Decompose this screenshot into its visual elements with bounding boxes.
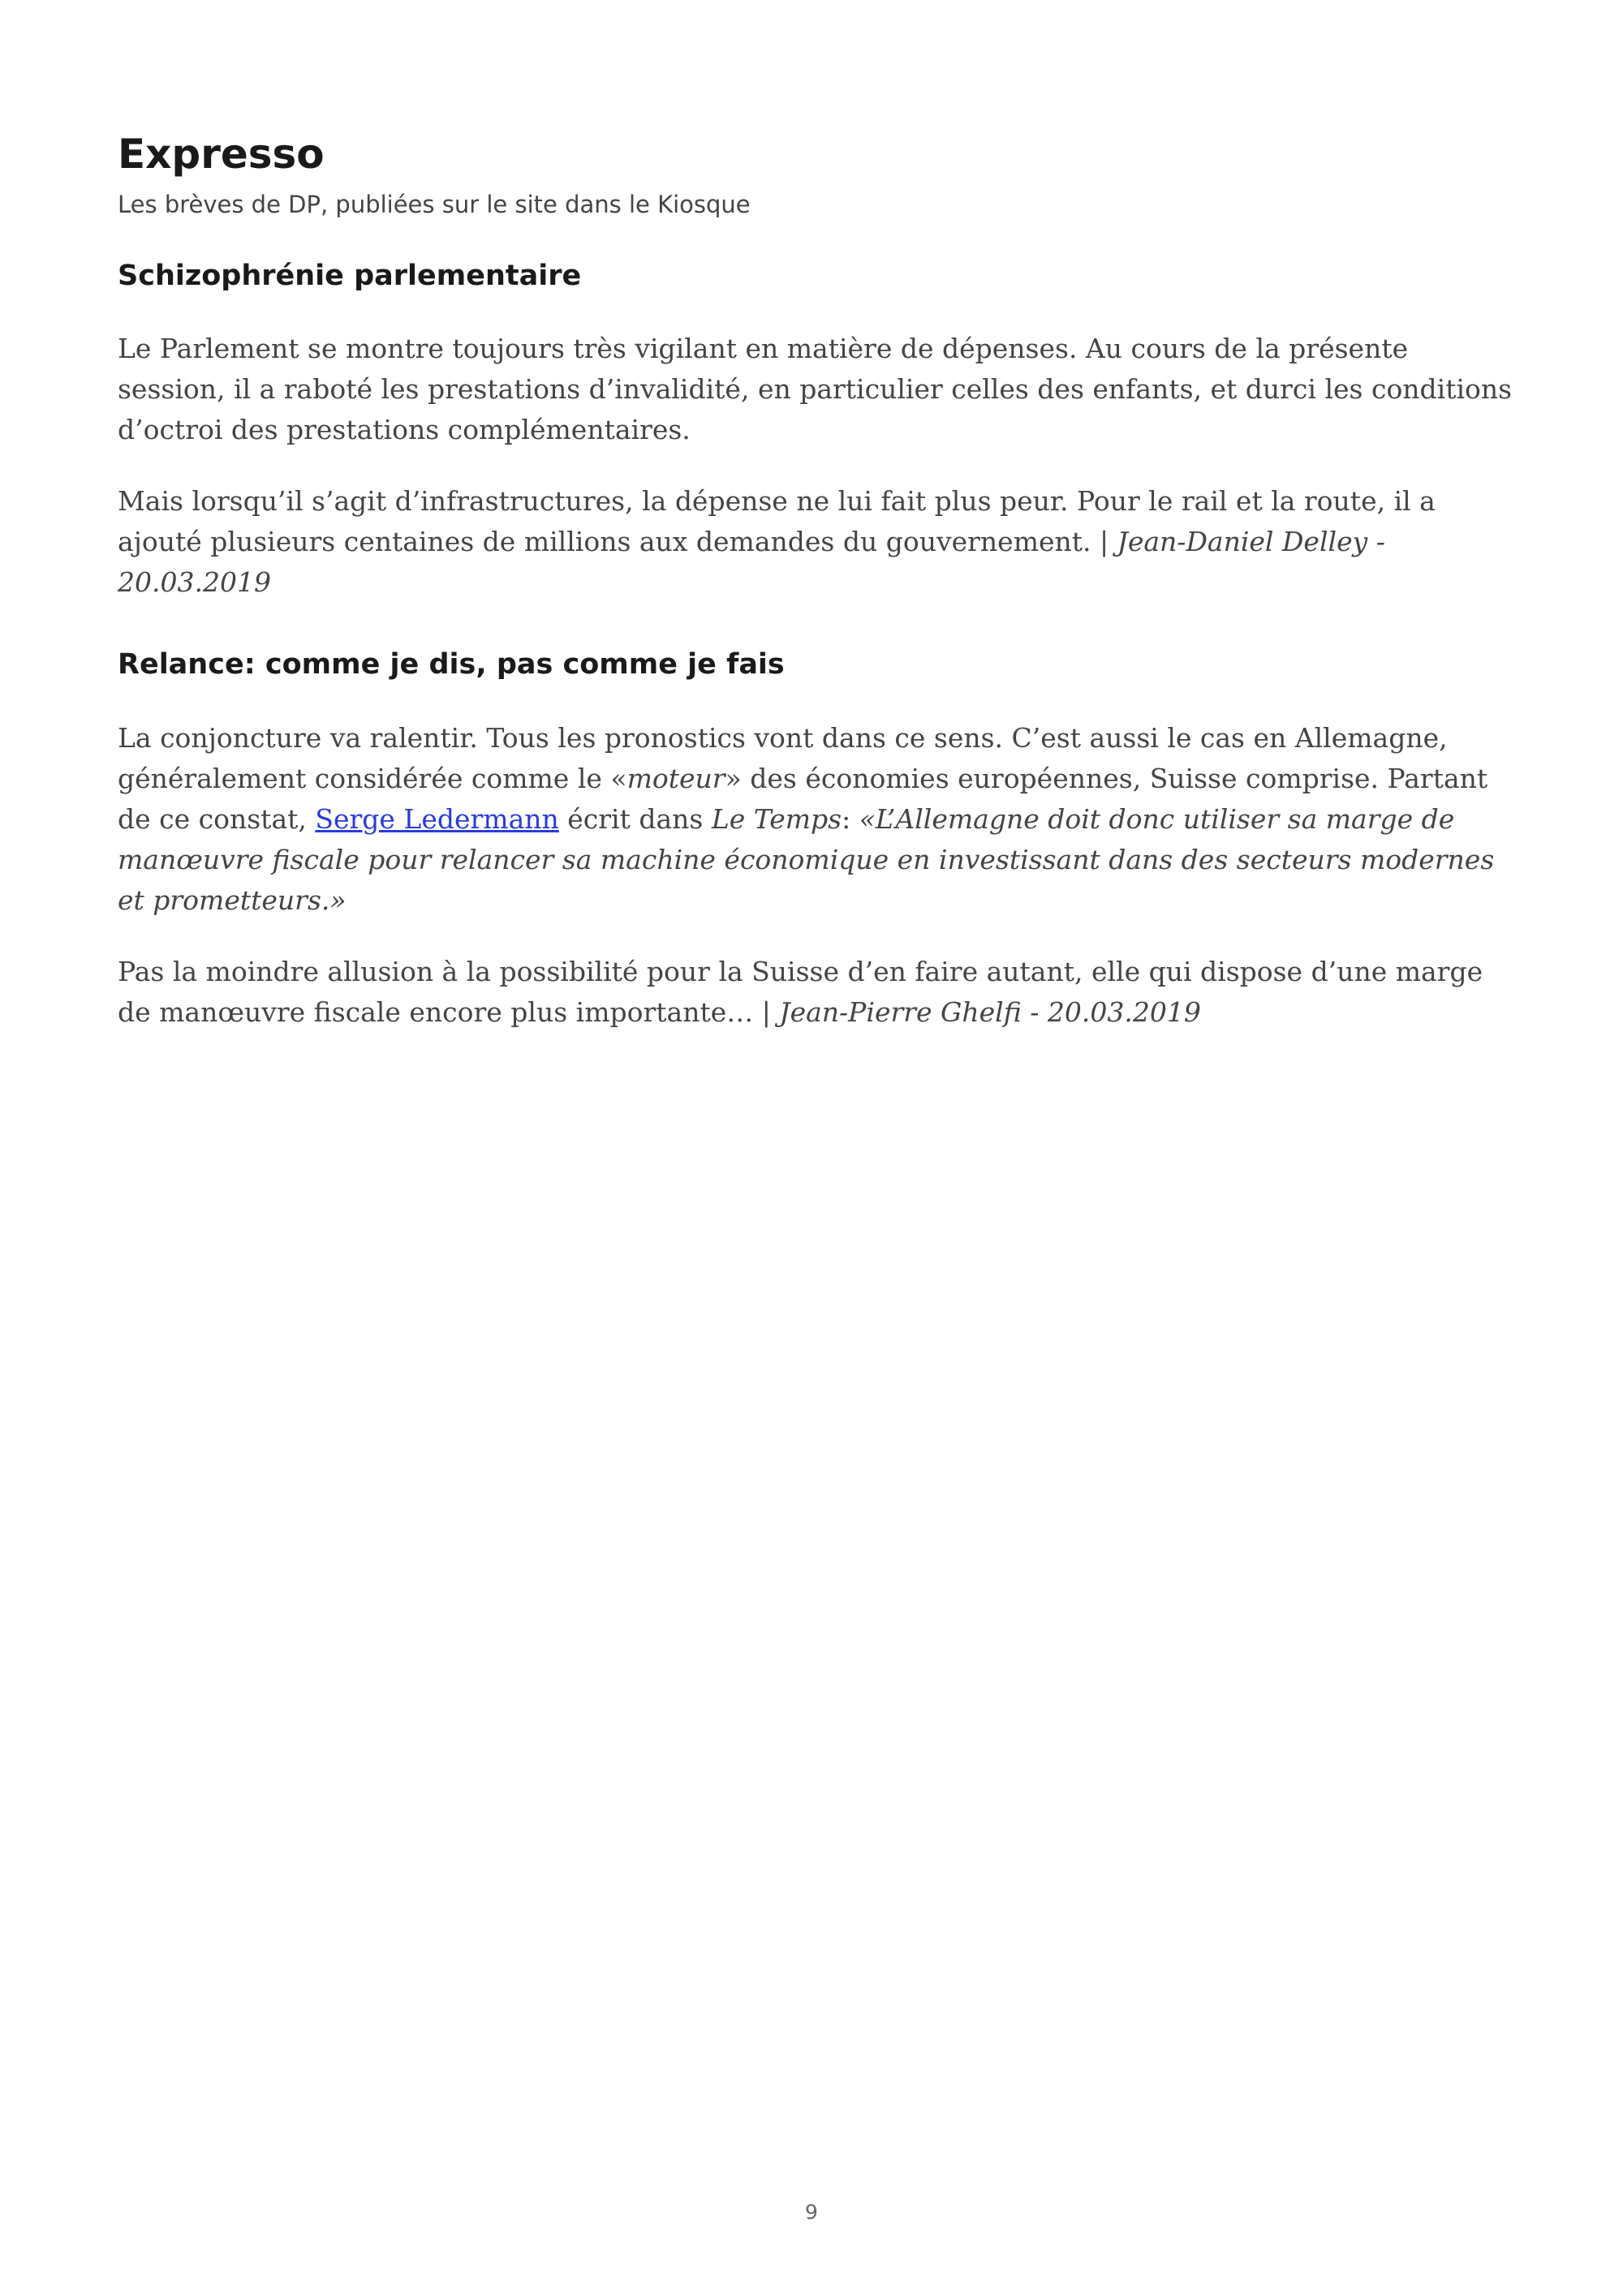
article2-paragraph-2-text: Pas la moindre allusion à la possibilité pour la Suisse d’en faire autant, elle qui dispose d’une marge de manœuvre fiscale encore plus importante… |: [118, 955, 1483, 1028]
article2-quote: «L’Allemagne doit donc utiliser sa marge de manœuvre fiscale pour relancer sa machine économique en investissant dans des secteurs modernes et prometteurs.»: [118, 802, 1495, 916]
article2-text-c: écrit dans: [558, 802, 712, 835]
page-subtitle: Les brèves de DP, publiées sur le site dans le Kiosque: [118, 191, 751, 218]
article2-byline: Jean-Pierre Ghelfi - 20.03.2019: [779, 995, 1201, 1028]
article2-text-d: :: [842, 802, 859, 835]
article2-text-a: La conjoncture va ralentir. Tous les pronostics vont dans ce sens. C’est aussi le cas en Allemagne, généralement considérée comme le «: [118, 721, 1448, 794]
page-title: Expresso: [118, 131, 325, 178]
document-page: [118, 130, 1513, 1033]
article2-paragraph-1: [118, 718, 1513, 921]
serge-ledermann-link[interactable]: Serge Ledermann: [315, 802, 559, 835]
page-number: 9: [805, 2200, 818, 2224]
article2-moteur: moteur: [626, 762, 725, 794]
article2-paragraph-2: [118, 952, 1513, 1033]
article2-source: Le Temps: [711, 802, 842, 835]
article1-paragraph-2-text: Mais lorsqu’il s’agit d’infrastructures, la dépense ne lui fait plus peur. Pour le rail et la route, il a ajouté plusieurs centaines de millions aux demandes du gouvernement. |: [118, 485, 1436, 558]
article-heading-relance: Relance: comme je dis, pas comme je fais: [118, 648, 785, 681]
article1-paragraph-1: Le Parlement se montre toujours très vigilant en matière de dépenses. Au cours de la présente session, il a raboté les prestations d’invalidité, en particulier celles des enfants, et durci les conditions d’octroi des prestations complémentaires.: [118, 333, 1513, 446]
article2-text-b: » des économies européennes, Suisse comprise. Partant de ce constat,: [118, 762, 1488, 835]
article1-paragraph-2: [118, 481, 1513, 603]
article-heading-schizophrenie: Schizophrénie parlementaire: [118, 259, 582, 292]
article1-byline: Jean-Daniel Delley - 20.03.2019: [118, 526, 1385, 599]
